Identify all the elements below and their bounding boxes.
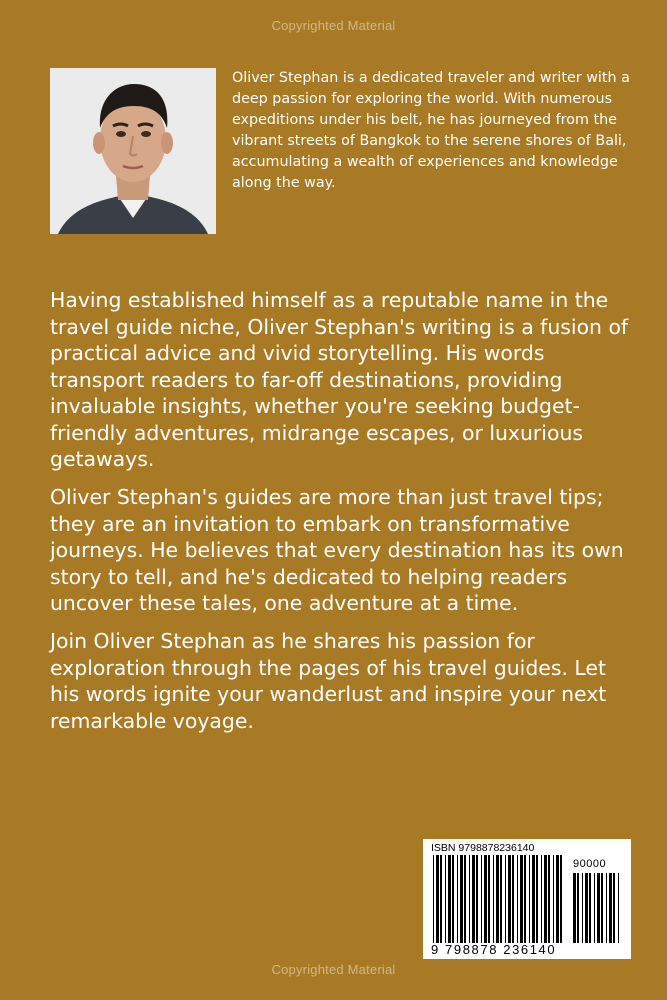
barcode-bar bbox=[472, 855, 475, 943]
barcode-bar bbox=[500, 855, 502, 943]
barcode-bar bbox=[589, 873, 591, 943]
barcode-bar bbox=[512, 855, 514, 943]
barcode-bar bbox=[609, 873, 612, 943]
barcode-bar bbox=[469, 855, 470, 943]
barcode-bar bbox=[452, 855, 454, 943]
barcode-bar bbox=[577, 873, 579, 943]
barcode-bar bbox=[460, 855, 463, 943]
barcode-bar bbox=[457, 855, 458, 943]
barcode-bar bbox=[573, 873, 576, 943]
barcode-bar bbox=[601, 873, 603, 943]
barcode-bar bbox=[508, 855, 511, 943]
barcode-bar bbox=[553, 855, 554, 943]
isbn-barcode-box bbox=[423, 839, 631, 959]
isbn-label: ISBN 9798878236140 bbox=[431, 842, 535, 854]
barcode-bar bbox=[445, 855, 446, 943]
barcode-bar bbox=[541, 855, 542, 943]
barcode-bar bbox=[493, 855, 494, 943]
barcode-bar bbox=[618, 873, 619, 943]
barcode-bar bbox=[536, 855, 538, 943]
author-photo bbox=[50, 68, 216, 234]
barcode-bar bbox=[585, 873, 588, 943]
barcode-bar bbox=[481, 855, 482, 943]
isbn-barcode bbox=[423, 839, 631, 959]
barcode-bar bbox=[532, 855, 535, 943]
barcode-bar bbox=[529, 855, 530, 943]
barcode-bar bbox=[484, 855, 487, 943]
author-portrait-image bbox=[50, 68, 216, 234]
author-bio: Oliver Stephan is a dedicated traveler and writer with a deep passion for exploring the world. With numerous expeditions under his belt, he has journeyed from the vibrant streets of Bangkok to the serene shores of Bali, accumulating a wealth of experiences and knowledge along the way. bbox=[232, 70, 630, 191]
copyright-watermark-bottom: Copyrighted Material bbox=[271, 962, 396, 977]
barcode-bar bbox=[560, 855, 562, 943]
copyright-watermark-top: Copyrighted Material bbox=[271, 18, 396, 33]
barcode-bar bbox=[613, 873, 615, 943]
barcode-bar bbox=[556, 855, 559, 943]
barcode-bar bbox=[597, 873, 600, 943]
description-paragraph-1: Having established himself as a reputable name in the travel guide niche, Oliver Stephan's writing is a fusion of practical advice and vivid storytelling. His words transport readers to far-off destinations, providing invaluable insights, whether you're seeking budget-friendly adventures, midrange escapes, or luxurious getaways. bbox=[50, 288, 629, 471]
barcode-bar bbox=[464, 855, 466, 943]
barcode-bar bbox=[476, 855, 478, 943]
barcode-bar bbox=[436, 855, 439, 943]
barcode-bar bbox=[488, 855, 490, 943]
isbn-digits: 9 798878 236140 bbox=[431, 942, 557, 957]
barcode-bar bbox=[544, 855, 547, 943]
barcode-bar bbox=[505, 855, 506, 943]
barcode-bar bbox=[606, 873, 607, 943]
barcode-bar bbox=[582, 873, 583, 943]
barcode-bar bbox=[517, 855, 518, 943]
barcode-bar bbox=[440, 855, 442, 943]
barcode-bar bbox=[548, 855, 550, 943]
barcode-bar bbox=[520, 855, 523, 943]
description-paragraph-3: Join Oliver Stephan as he shares his passion for exploration through the pages of his travel guides. Let his words ignite your wanderlust and inspire your next remarkable voyage. bbox=[50, 629, 607, 733]
barcode-bar bbox=[448, 855, 451, 943]
barcode-bar bbox=[433, 855, 434, 943]
description-paragraph-2: Oliver Stephan's guides are more than just travel tips; they are an invitation to embark on transformative journeys. He believes that every destination has its own story to tell, and he's dedicated to helping readers uncover these tales, one adventure at a time. bbox=[50, 485, 624, 615]
barcode-bar bbox=[496, 855, 499, 943]
price-code: 90000 bbox=[573, 858, 607, 870]
barcode-bar bbox=[594, 873, 595, 943]
barcode-bar bbox=[524, 855, 526, 943]
